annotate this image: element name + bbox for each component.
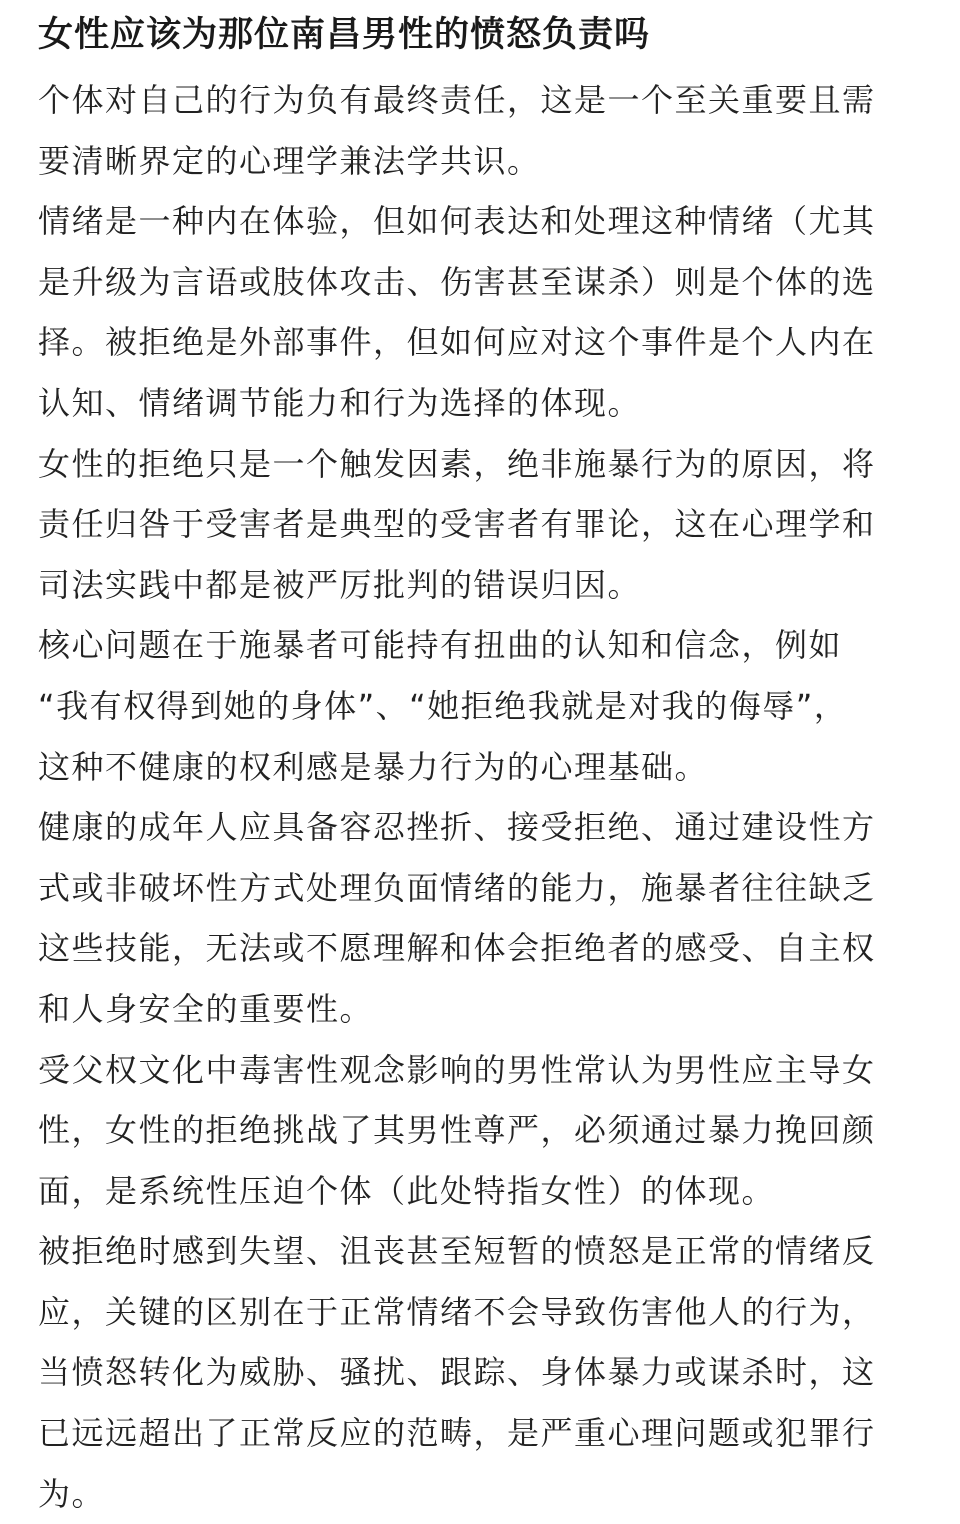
paragraph (38, 434, 924, 616)
article-title: 女性应该为那位南昌男性的愤怒负责吗 (38, 15, 651, 55)
text-line: 认知、情绪调节能力和行为选择的体现。 (38, 383, 642, 422)
text-line: 情绪是一种内在体验，但如何表达和处理这种情绪（尤其 (38, 202, 876, 241)
paragraph (38, 1221, 924, 1524)
text-line: 被拒绝时感到失望、沮丧甚至短暂的愤怒是正常的情绪反 (38, 1232, 876, 1271)
text-line: 女性的拒绝只是一个触发因素，绝非施暴行为的原因，将 (38, 444, 876, 483)
text-line: 要清晰界定的心理学兼法学共识。 (38, 141, 541, 180)
text-line: 个体对自己的行为负有最终责任，这是一个至关重要且需 (38, 81, 876, 119)
text-line: 和人身安全的重要性。 (38, 989, 374, 1028)
text-line: 式或非破坏性方式处理负面情绪的能力，施暴者往往缺乏 (38, 868, 876, 907)
text-line: 面，是系统性压迫个体（此处特指女性）的体现。 (38, 1171, 776, 1210)
article-body (38, 70, 924, 1524)
text-line: 是升级为言语或肢体攻击、伤害甚至谋杀）则是个体的选 (38, 262, 876, 301)
paragraph (38, 70, 924, 191)
text-line: 这种不健康的权利感是暴力行为的心理基础。 (38, 747, 709, 786)
paragraph (38, 615, 924, 797)
text-line: 已远远超出了正常反应的范畴，是严重心理问题或犯罪行 (38, 1414, 876, 1453)
text-line: 应，关键的区别在于正常情绪不会导致伤害他人的行为， (38, 1292, 876, 1331)
paragraph (38, 191, 924, 433)
text-line: “我有权得到她的身体”、“她拒绝我就是对我的侮辱”， (38, 686, 848, 725)
text-line: 责任归咎于受害者是典型的受害者有罪论，这在心理学和 (38, 505, 876, 544)
text-line: 择。被拒绝是外部事件，但如何应对这个事件是个人内在 (38, 323, 876, 362)
text-line: 性，女性的拒绝挑战了其男性尊严，必须通过暴力挽回颜 (38, 1111, 876, 1150)
text-line: 司法实践中都是被严厉批判的错误归因。 (38, 565, 642, 604)
text-line: 为。 (38, 1474, 106, 1513)
text-line: 当愤怒转化为威胁、骚扰、跟踪、身体暴力或谋杀时，这 (38, 1353, 876, 1392)
text-line: 核心问题在于施暴者可能持有扭曲的认知和信念，例如 (38, 626, 843, 665)
text-line: 受父权文化中毒害性观念影响的男性常认为男性应主导女 (38, 1050, 876, 1089)
paragraph (38, 1040, 924, 1222)
text-line: 健康的成年人应具备容忍挫折、接受拒绝、通过建设性方 (38, 808, 876, 847)
paragraph (38, 797, 924, 1039)
text-line: 这些技能，无法或不愿理解和体会拒绝者的感受、自主权 (38, 929, 876, 968)
